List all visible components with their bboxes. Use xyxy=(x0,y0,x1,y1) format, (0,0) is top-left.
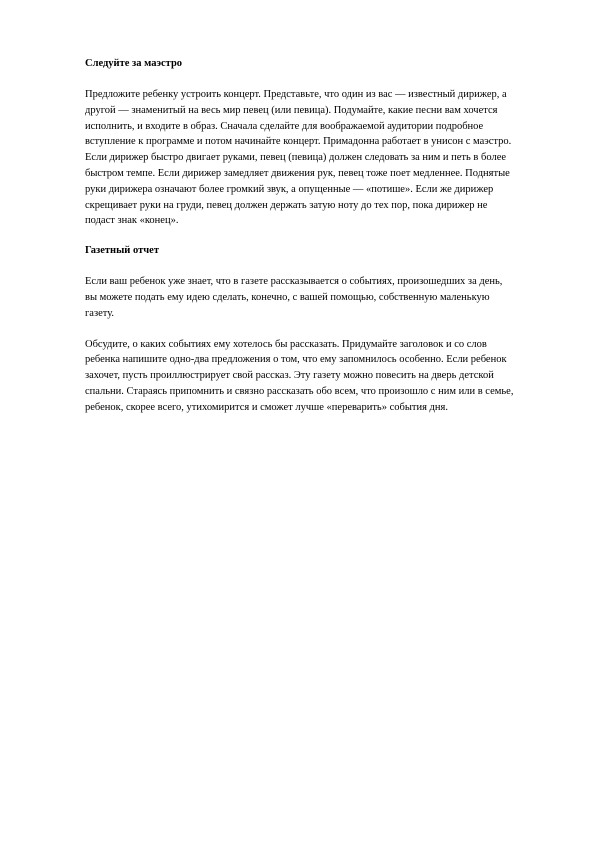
section-title-maestro: Следуйте за маэстро xyxy=(85,58,183,69)
section-paragraph-newspaper-details: Обсудите, о каких событиях ему хотелось бы рассказать. Придумайте заголовок и со слов ребенка напишите одно-два предложения о том, что ему запомнилось особенно. Если ребенок захочет, пусть проиллюстрирует свой рассказ. Эту газету можно повесить на дверь детской спальни. Стараясь припомнить и связно рассказать обо всем, что произошло с ним или в семье, ребенок, скорее всего, утихомирится и сможет лучше «переварить» события дня. xyxy=(85,338,514,413)
section-paragraph-newspaper-intro: Если ваш ребенок уже знает, что в газете рассказывается о событиях, произошедших за день, вы можете подать ему идею сделать, конечно, с вашей помощью, собственную маленькую газету. xyxy=(85,276,503,319)
section-paragraph-maestro: Предложите ребенку устроить концерт. Представьте, что один из вас — известный дирижер, а другой — знаменитый на весь мир певец (или певица). Подумайте, какие песни вам хочется исполнить, и входите в образ. Сначала сделайте для воображаемой аудитории подробное вступление к программе и потом начинайте концерт. Примадонна работает в унисон с маэстро. Если дирижер быстро двигает руками, певец (певица) должен следовать за ним и петь в более быстром темпе. Если дирижер замедляет движения рук, певец тоже поет медленнее. Поднятые руки дирижера означают более громкий звук, а опущенные — «потише». Если же дирижер скрещивает руки на груди, певец должен держать затую ноту до тех пор, пока дирижер не подаст знак «конец». xyxy=(85,89,512,227)
document-page xyxy=(85,57,515,416)
section-title-newspaper: Газетный отчет xyxy=(85,245,159,257)
